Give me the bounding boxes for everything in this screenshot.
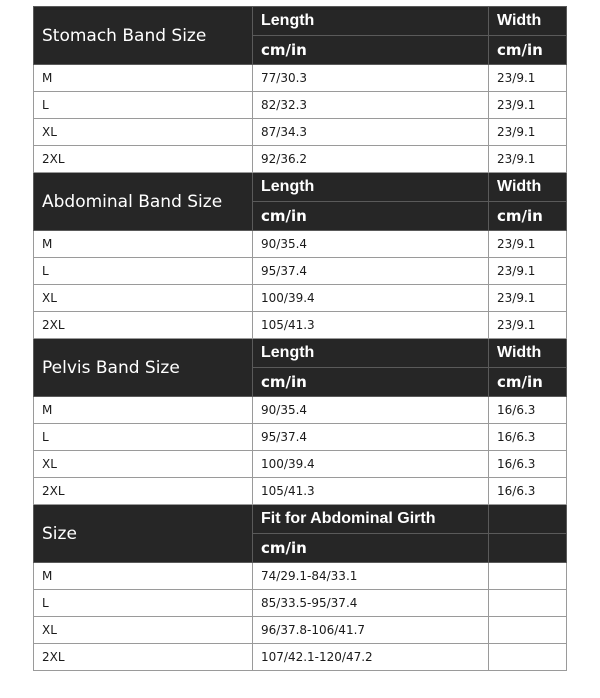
measure-cell: 16/6.3 (489, 478, 567, 505)
measure-cell: 95/37.4 (253, 258, 489, 285)
pelvis-band-size-header-row (34, 339, 567, 368)
measure-cell: 23/9.1 (489, 146, 567, 173)
section-title: Size (34, 505, 253, 563)
size-cell: L (34, 92, 253, 119)
table-row (34, 258, 567, 285)
table-row (34, 563, 567, 590)
unit-label: cm/in (253, 202, 489, 231)
measure-cell: 23/9.1 (489, 119, 567, 146)
unit-label (489, 534, 567, 563)
measure-cell: 90/35.4 (253, 231, 489, 258)
column-header: Fit for Abdominal Girth (253, 505, 489, 534)
measure-cell: 77/30.3 (253, 65, 489, 92)
size-cell: L (34, 590, 253, 617)
measure-cell: 23/9.1 (489, 92, 567, 119)
unit-label: cm/in (489, 202, 567, 231)
measure-cell: 96/37.8-106/41.7 (253, 617, 489, 644)
size-cell: L (34, 424, 253, 451)
table-row (34, 92, 567, 119)
measure-cell (489, 590, 567, 617)
unit-label: cm/in (253, 36, 489, 65)
table-row (34, 590, 567, 617)
table-row (34, 119, 567, 146)
size-cell: XL (34, 617, 253, 644)
measure-cell: 85/33.5-95/37.4 (253, 590, 489, 617)
measure-cell: 16/6.3 (489, 451, 567, 478)
size-table (33, 6, 567, 671)
size-cell: 2XL (34, 644, 253, 671)
size-cell: 2XL (34, 146, 253, 173)
size-cell: M (34, 397, 253, 424)
size-cell: 2XL (34, 478, 253, 505)
measure-cell: 82/32.3 (253, 92, 489, 119)
table-row (34, 617, 567, 644)
measure-cell: 100/39.4 (253, 451, 489, 478)
size-cell: XL (34, 285, 253, 312)
table-row (34, 285, 567, 312)
column-header: Length (253, 339, 489, 368)
measure-cell: 16/6.3 (489, 397, 567, 424)
size-header-row (34, 505, 567, 534)
measure-cell: 87/34.3 (253, 119, 489, 146)
measure-cell: 23/9.1 (489, 65, 567, 92)
measure-cell: 92/36.2 (253, 146, 489, 173)
size-cell: XL (34, 119, 253, 146)
size-chart (33, 6, 566, 671)
measure-cell: 90/35.4 (253, 397, 489, 424)
size-cell: M (34, 231, 253, 258)
table-row (34, 478, 567, 505)
stomach-band-size-header-row (34, 7, 567, 36)
unit-label: cm/in (253, 534, 489, 563)
unit-label: cm/in (489, 36, 567, 65)
measure-cell: 16/6.3 (489, 424, 567, 451)
column-header: Width (489, 7, 567, 36)
size-table-body (34, 7, 567, 671)
size-cell: M (34, 563, 253, 590)
measure-cell: 23/9.1 (489, 258, 567, 285)
measure-cell: 23/9.1 (489, 231, 567, 258)
size-cell: M (34, 65, 253, 92)
column-header: Length (253, 7, 489, 36)
measure-cell: 107/42.1-120/47.2 (253, 644, 489, 671)
size-cell: XL (34, 451, 253, 478)
size-cell: L (34, 258, 253, 285)
table-row (34, 397, 567, 424)
abdominal-band-size-header-row (34, 173, 567, 202)
column-header: Width (489, 173, 567, 202)
measure-cell: 95/37.4 (253, 424, 489, 451)
measure-cell: 100/39.4 (253, 285, 489, 312)
table-row (34, 424, 567, 451)
table-row (34, 146, 567, 173)
table-row (34, 231, 567, 258)
measure-cell (489, 563, 567, 590)
measure-cell: 23/9.1 (489, 312, 567, 339)
measure-cell: 105/41.3 (253, 478, 489, 505)
size-cell: 2XL (34, 312, 253, 339)
table-row (34, 644, 567, 671)
section-title: Abdominal Band Size (34, 173, 253, 231)
table-row (34, 312, 567, 339)
measure-cell (489, 617, 567, 644)
section-title: Pelvis Band Size (34, 339, 253, 397)
measure-cell: 23/9.1 (489, 285, 567, 312)
table-row (34, 65, 567, 92)
unit-label: cm/in (489, 368, 567, 397)
column-header: Length (253, 173, 489, 202)
column-header (489, 505, 567, 534)
table-row (34, 451, 567, 478)
measure-cell: 74/29.1-84/33.1 (253, 563, 489, 590)
column-header: Width (489, 339, 567, 368)
section-title: Stomach Band Size (34, 7, 253, 65)
measure-cell (489, 644, 567, 671)
measure-cell: 105/41.3 (253, 312, 489, 339)
unit-label: cm/in (253, 368, 489, 397)
